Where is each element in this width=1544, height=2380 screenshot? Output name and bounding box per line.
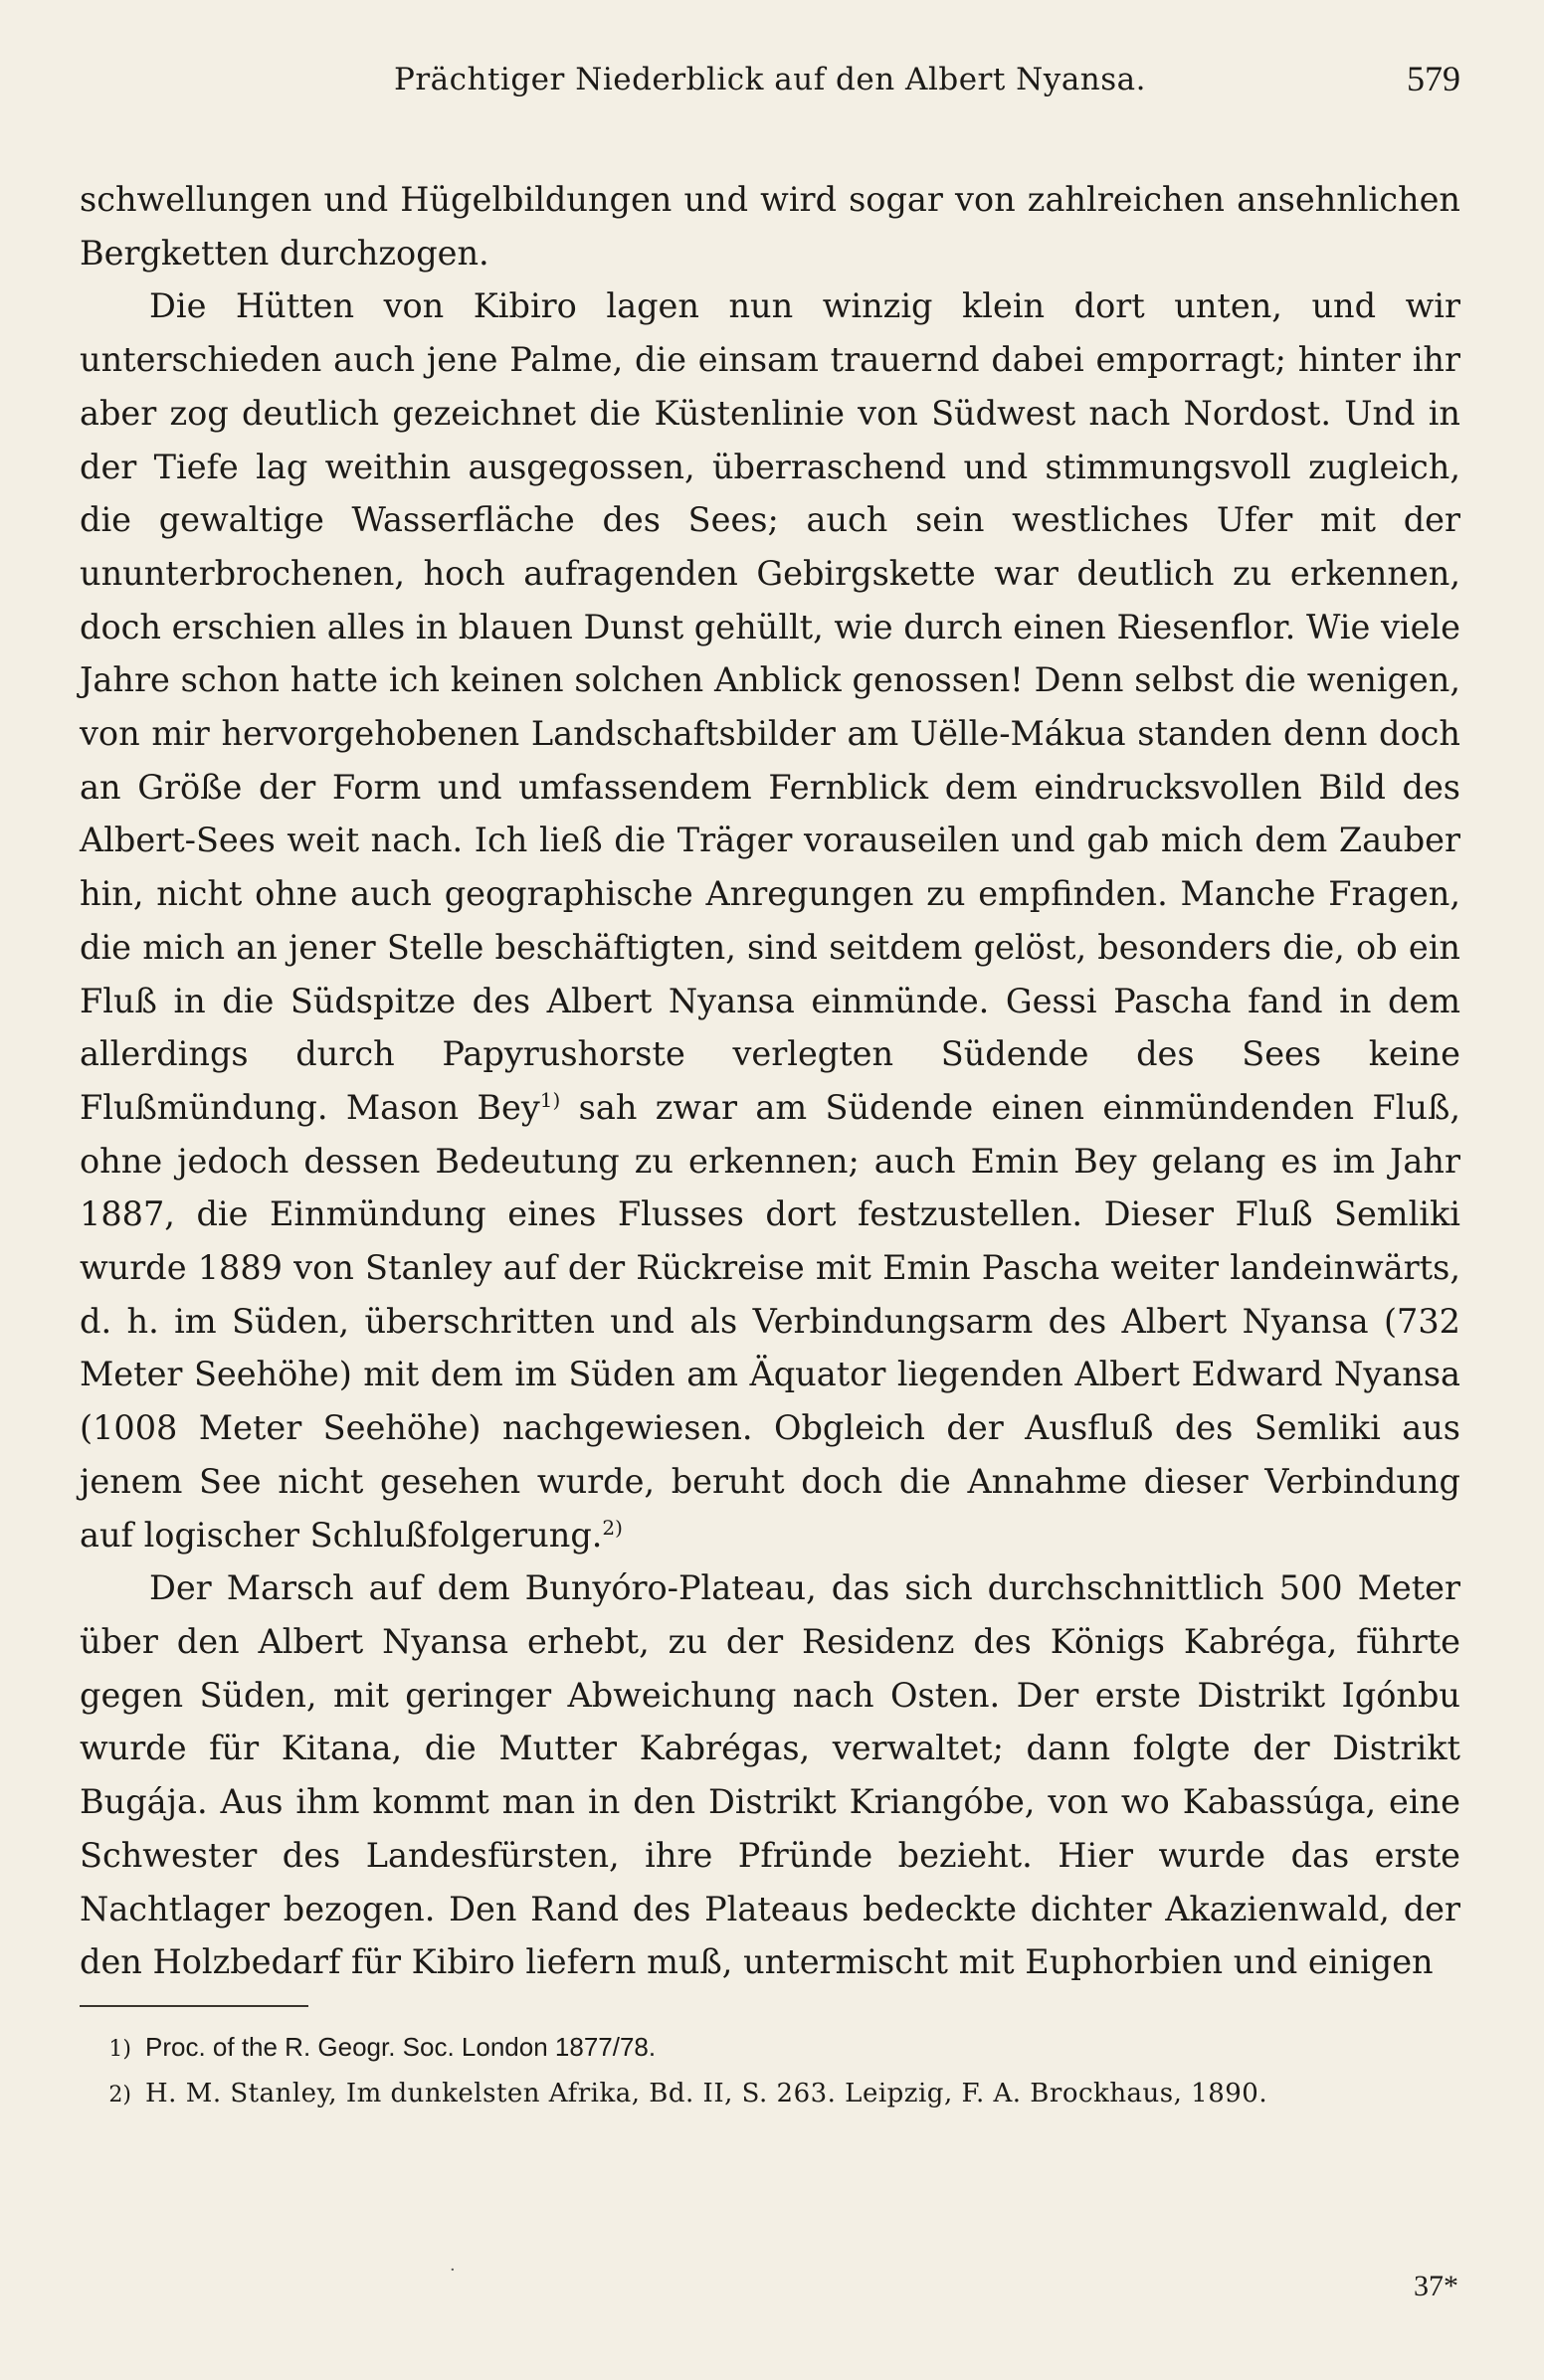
footnote-ref-1: 1) <box>539 1087 561 1112</box>
running-title: Prächtiger Niederblick auf den Albert Nyansa. <box>393 62 1147 97</box>
page-number: 579 <box>1407 59 1460 98</box>
body-text <box>80 173 1460 1989</box>
footnote-mark: 2) <box>108 2082 131 2107</box>
page-header <box>80 59 1460 121</box>
footnotes <box>80 2025 1460 2117</box>
footnote-2 <box>80 2072 1460 2117</box>
paragraph-continued: schwellungen und Hügelbildungen und wird sogar von zahlreichen ansehnlichen Bergketten durchzogen. <box>80 180 1460 273</box>
footnote-ref-2: 2) <box>602 1515 623 1540</box>
footnote-text: Proc. of the R. Geogr. Soc. London 1877/78. <box>145 2031 657 2062</box>
paragraph-bunyoro-march: Der Marsch auf dem Bunyóro-Plateau, das sich durchschnittlich 500 Meter über den Albert Nyansa erhebt, zu der Residenz des Königs Kabréga, führte gegen Süden, mit geringer Abweichung nach Osten. Der erste Distrikt Igónbu wurde für Kitana, die Mutter Kabrégas, verwaltet; dann folgte der Distrikt Bugája. Aus ihm kommt man in den Distrikt Kriangóbe, von wo Kabassúga, eine Schwester des Landesfürsten, ihre Pfründe bezieht. Hier wurde das erste Nachtlager bezogen. Den Rand des Plateaus bedeckte dichter Akazienwald, der den Holzbedarf für Kibiro liefern muß, untermischt mit Euphorbien und einigen <box>80 1568 1460 1982</box>
book-page <box>80 59 1460 2302</box>
signature-mark: 37* <box>1414 2270 1458 2302</box>
paragraph-text-cont: sah zwar am Südende einen einmündenden Fluß, ohne jedoch dessen Bedeutung zu erkennen; auch Emin Bey gelang es im Jahr 1887, die Einmündung eines Flusses dort festzustellen. Dieser Fluß Semliki wurde 1889 von Stanley auf der Rückreise mit Emin Pascha weiter landeinwärts, d. h. im Süden, überschritten und als Verbindungsarm des Albert Nyansa (732 Meter Seehöhe) mit dem im Süden am Äquator liegenden Albert Edward Nyansa (1008 Meter Seehöhe) nachgewiesen. Obgleich der Ausfluß des Semliki aus jenem See nicht gesehen wurde, beruht doch die Annahme dieser Verbindung auf logischer Schlußfolgerung. <box>80 1087 1460 1555</box>
footnote-divider <box>80 2005 308 2007</box>
footnote-text: H. M. Stanley, Im dunkelsten Afrika, Bd. II, S. 263. Leipzig, F. A. Brockhaus, 1890. <box>145 2078 1268 2108</box>
stray-mark: · <box>450 2260 456 2281</box>
paragraph-text: Die Hütten von Kibiro lagen nun winzig klein dort unten, und wir unterschieden auch jene Palme, die einsam trauernd dabei emporragt; hinter ihr aber zog deutlich gezeichnet die Küstenlinie von Südwest nach Nordost. Und in der Tiefe lag weithin ausgegossen, überraschend und stimmungsvoll zugleich, die gewaltige Wasserfläche des Sees; auch sein westliches Ufer mit der ununterbrochenen, hoch aufragenden Gebirgskette war deutlich zu erkennen, doch erschien alles in blauen Dunst gehüllt, wie durch einen Riesenflor. Wie viele Jahre schon hatte ich keinen solchen Anblick genossen! Denn selbst die wenigen, von mir hervorgehobenen Landschaftsbilder am Uëlle-Mákua standen denn doch an Größe der Form und umfassendem Fernblick dem eindrucksvollen Bild des Albert-Sees weit nach. Ich ließ die Träger vorauseilen und gab mich dem Zauber hin, nicht ohne auch geographische Anregungen zu empfinden. Manche Fragen, die mich an jener Stelle beschäftigten, sind seitdem gelöst, besonders die, ob ein Fluß in die Südspitze des Albert Nyansa einmünde. Gessi Pascha fand in dem allerdings durch Papyrushorste verlegten Südende des Sees keine Flußmündung. Mason Bey <box>80 286 1460 1127</box>
paragraph-kibiro-view <box>80 279 1460 1561</box>
footnote-1 <box>80 2025 1460 2072</box>
footnote-mark: 1) <box>108 2036 131 2062</box>
